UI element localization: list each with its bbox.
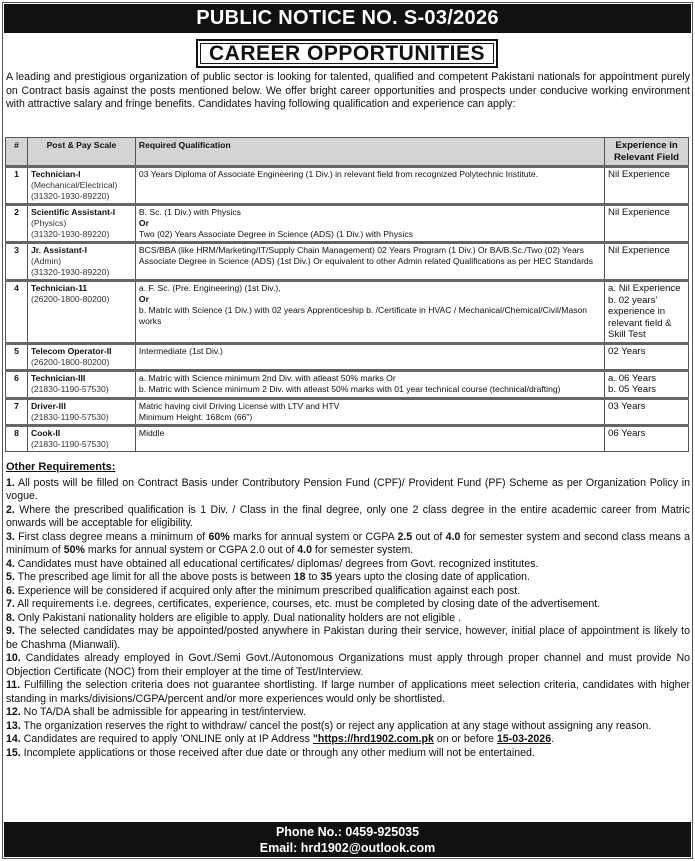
- page-title: CAREER OPPORTUNITIES: [196, 39, 498, 68]
- requirement-item: [6, 706, 690, 720]
- table-row: [6, 205, 689, 243]
- requirement-text: 18: [293, 571, 306, 583]
- qualification-line: b. Matric with Science (1 Div.) with 02 years Apprenticeship b. /Certificate in HVAC / Mechanical/Chemical/Civil/Mason works: [138, 305, 588, 326]
- row-number: 6: [6, 370, 28, 398]
- posts-table: [5, 137, 689, 452]
- qualification-line: b. Matric with Science minimum 2 Div. with atleast 50% marks with 01 year technical course (technical/drafting): [138, 383, 561, 394]
- qualification-cell: [135, 398, 604, 425]
- requirement-text: 8.: [6, 611, 15, 624]
- table-row: [6, 398, 689, 425]
- experience-line: a. 06 Years: [608, 372, 657, 384]
- experience-line: 02 Years: [608, 345, 646, 357]
- qualification-line: BCS/BBA (like HRM/Marketing/IT/Supply Chain Management) 02 Years Program (1 Div.) Or BA/B.Sc./Two (02) Years Associate Degree in Science (ADS) (1st Div.) Or equivalent to other Admin related Qualifications as per HEC Standards: [138, 245, 594, 266]
- requirement-text: marks for annual system or CGPA 2.0 out of: [84, 544, 298, 556]
- requirement-text: 3.: [6, 530, 15, 543]
- qualification-cell: [135, 343, 604, 370]
- requirement-text: All requirements i.e. degrees, certificates, experience, courses, etc. must be completed by closing date of the advertisement.: [14, 598, 601, 610]
- email-address[interactable]: Email: hrd1902@outlook.com: [259, 841, 436, 855]
- post-title: Scientific Assistant-I: [30, 207, 116, 217]
- requirement-text: Where the prescribed qualification is 1 Div. / Class in the final degree, only one 2 class degree in the entire academic career from Matric onwards will be acceptable for eligibility.: [6, 503, 690, 529]
- post-detail: (26200-1800-80200): [30, 356, 110, 367]
- requirement-text: 4.0: [445, 530, 461, 543]
- requirement-text: The prescribed age limit for all the above posts is between: [14, 571, 294, 583]
- qualification-line: a. F. Sc. (Pre. Engineering) (1st Div.),: [138, 283, 281, 293]
- qualification-line: Minimum Height: 168cm (66"): [138, 411, 253, 422]
- post-title: Driver-III: [30, 400, 66, 411]
- experience-line: a. Nil Experience: [608, 283, 681, 294]
- qualification-line: Matric having civil Driving License with LTV and HTV: [138, 400, 340, 411]
- phone-number: Phone No.: 0459-925035: [275, 825, 420, 839]
- experience-line: 06 Years: [608, 427, 646, 439]
- requirement-text: 2.: [6, 503, 15, 516]
- post-title: Jr. Assistant-I: [30, 245, 88, 255]
- table-row: [6, 425, 689, 451]
- post-detail: (21830-1190-57530): [30, 438, 109, 449]
- experience-cell: [605, 243, 689, 281]
- qualification-cell: [135, 281, 604, 344]
- post-title: Cook-II: [30, 427, 61, 438]
- requirement-item: [6, 612, 690, 626]
- requirement-item: [6, 585, 690, 599]
- post-detail: (21830-1190-57530): [30, 411, 109, 422]
- requirement-text: 4.: [6, 557, 15, 570]
- requirement-text: 6.: [6, 584, 15, 597]
- requirement-text: out of: [412, 530, 446, 543]
- post-title: Telecom Operator-II: [30, 345, 112, 356]
- requirement-text: to: [305, 571, 321, 583]
- row-number: 7: [6, 398, 28, 425]
- requirement-item: [6, 747, 690, 761]
- contact-footer: [4, 822, 691, 857]
- qualification-line: Or: [138, 218, 149, 228]
- requirement-text: Experience will be considered if acquired only after the minimum prescribed qualification against each post.: [14, 584, 521, 597]
- experience-cell: [605, 425, 689, 451]
- experience-line: Nil Experience: [608, 169, 670, 180]
- post-detail: (Admin): [30, 256, 62, 266]
- row-number: 1: [6, 167, 28, 205]
- experience-cell: [605, 370, 689, 398]
- row-number: 4: [6, 281, 28, 344]
- table-row: [6, 243, 689, 281]
- requirement-text: 50%: [63, 544, 85, 556]
- qualification-cell: [135, 205, 604, 243]
- post-detail: (31320-1930-89220): [30, 191, 110, 201]
- table-row: [6, 370, 689, 398]
- qualification-line: Middle: [138, 427, 165, 438]
- requirement-text: 1.: [6, 476, 15, 489]
- experience-line: b. 05 Years: [608, 384, 657, 395]
- requirement-text[interactable]: 15-03-2026: [496, 733, 552, 745]
- post-cell: [27, 398, 135, 425]
- requirement-text: for semester system and second class means a minimum of: [6, 530, 690, 556]
- post-cell: [27, 425, 135, 451]
- post-detail: (Physics): [30, 218, 67, 228]
- requirement-text: 4.0: [297, 544, 312, 556]
- experience-cell: [605, 343, 689, 370]
- post-title: Technician-11: [30, 283, 88, 293]
- table-row: [6, 343, 689, 370]
- qualification-line: Intermediate (1st Div.): [138, 345, 223, 356]
- requirement-item: [6, 531, 690, 558]
- requirement-item: [6, 625, 690, 652]
- requirement-item: [6, 733, 690, 747]
- experience-line: 03 Years: [608, 400, 646, 412]
- post-cell: [27, 281, 135, 344]
- requirement-item: [6, 477, 690, 504]
- post-cell: [27, 205, 135, 243]
- requirement-item: [6, 598, 690, 612]
- requirement-text: 60%: [208, 530, 230, 543]
- requirement-item: [6, 720, 690, 734]
- post-detail: (21830-1190-57530): [30, 383, 109, 394]
- row-number: 2: [6, 205, 28, 243]
- requirement-text: 11.: [6, 679, 21, 691]
- requirement-text: No TA/DA shall be admissible for appearing in test/interview.: [20, 706, 306, 718]
- post-title: Technician-III: [30, 372, 86, 383]
- requirement-text: The selected candidates may be appointed/posted anywhere in Pakistan during their service, however, initial place of appointment is likely to be Chashma (Mianwali).: [6, 625, 690, 651]
- requirement-text: on or before: [433, 733, 497, 745]
- experience-line: Nil Experience: [608, 207, 670, 218]
- post-cell: [27, 243, 135, 281]
- post-detail: (31320-1930-89220): [30, 229, 110, 239]
- requirement-text: First class degree means a minimum of: [14, 530, 209, 543]
- requirement-text: Incomplete applications or those received after due date or through any other medium will not be entertained.: [20, 746, 535, 759]
- qualification-cell: [135, 243, 604, 281]
- requirement-text: 7.: [6, 598, 15, 610]
- requirement-text: 10.: [6, 652, 21, 664]
- requirement-text: for semester system.: [311, 544, 414, 556]
- qualification-cell: [135, 425, 604, 451]
- post-cell: [27, 370, 135, 398]
- experience-line: b. 02 years' experience in relevant field & Skill Test: [608, 294, 672, 340]
- table-row: [6, 281, 689, 344]
- requirement-item: [6, 571, 690, 585]
- qualification-cell: [135, 370, 604, 398]
- requirement-text: .: [551, 733, 555, 745]
- requirement-text: 13.: [6, 719, 21, 732]
- requirement-text: Candidates must have obtained all educational certificates/ diplomas/ degrees from Govt. recognized institutes.: [14, 557, 539, 570]
- col-header-post: Post & Pay Scale: [27, 138, 135, 167]
- experience-cell: [605, 281, 689, 344]
- requirement-text: Only Pakistani nationality holders are eligible to apply. Dual nationality holders are not eligible .: [14, 611, 462, 624]
- requirement-text: 14.: [6, 733, 21, 745]
- post-detail: (31320-1930-89220): [30, 267, 110, 277]
- requirement-text: 9.: [6, 625, 15, 637]
- experience-cell: [605, 205, 689, 243]
- table-row: [6, 167, 689, 205]
- requirement-text: Fulfilling the selection criteria does not guarantee shortlisting. If large number of applications meet selection criteria, candidates with higher standing in marks/divisions/CGPA/percent and/or more experiences would only be shortlisted.: [6, 679, 690, 705]
- requirement-text: 15.: [6, 746, 21, 759]
- post-cell: [27, 343, 135, 370]
- requirement-text: Candidates are required to apply 'ONLINE only at IP Address: [20, 733, 313, 745]
- notice-number: PUBLIC NOTICE NO. S-03/2026: [4, 4, 691, 33]
- post-detail: (Mechanical/Electrical): [30, 180, 118, 190]
- col-header-number: #: [6, 138, 28, 167]
- requirement-text: 12.: [6, 706, 21, 718]
- requirement-text: 2.5: [397, 530, 413, 543]
- requirement-item: [6, 558, 690, 572]
- requirement-item: [6, 679, 690, 706]
- other-requirements-title: Other Requirements:: [6, 461, 116, 473]
- qualification-cell: [135, 167, 604, 205]
- col-header-qualification: Required Qualification: [135, 138, 604, 167]
- col-header-experience: Experience in Relevant Field: [605, 138, 689, 167]
- requirement-item: [6, 504, 690, 531]
- requirement-text: marks for annual system or CGPA: [229, 530, 398, 543]
- requirement-item: [6, 652, 690, 679]
- qualification-line: 03 Years Diploma of Associate Engineering (1 Div.) in relevant field from recognized Polytechnic Institute.: [138, 169, 539, 179]
- post-cell: [27, 167, 135, 205]
- row-number: 5: [6, 343, 28, 370]
- other-requirements: [6, 461, 690, 760]
- experience-cell: [605, 167, 689, 205]
- requirement-text: All posts will be filled on Contract Basis under Contributory Pension Fund (CPF)/ Provident Fund (PF) Scheme as per Organization Policy in vogue.: [6, 476, 690, 502]
- requirement-text: Candidates already employed in Govt./Semi Govt./Autonomous Organizations must apply through proper channel and must provide No Objection Certificate (NOC) from their employer at the time of Test/Interview.: [6, 652, 690, 678]
- requirement-text: The organization reserves the right to withdraw/ cancel the post(s) or reject any application at any stage without assigning any reason.: [20, 719, 652, 732]
- intro-paragraph: A leading and prestigious organization of public sector is looking for talented, qualified and competent Pakistani nationals for appointment purely on Contract basis against the posts mentioned below. We offer bright career opportunities and prospects under conducive working environment with attractive salary and fringe benefits. Candidates having following qualification and experience can apply:: [6, 71, 690, 110]
- requirement-text[interactable]: "https://hrd1902.com.pk: [312, 733, 434, 745]
- requirement-text: years upto the closing date of application.: [332, 571, 530, 583]
- requirement-text: 35: [320, 571, 333, 583]
- requirement-text: 5.: [6, 571, 15, 583]
- experience-line: Nil Experience: [608, 245, 670, 256]
- qualification-line: B. Sc. (1 Div.) with Physics: [138, 207, 241, 217]
- qualification-line: a. Matric with Science minimum 2nd Div. with atleast 50% marks Or: [138, 372, 396, 383]
- post-detail: (26200-1800-80200): [30, 294, 110, 304]
- experience-cell: [605, 398, 689, 425]
- qualification-line: Or: [138, 294, 149, 304]
- qualification-line: Two (02) Years Associate Degree in Science (ADS) (1 Div.) with Physics: [138, 229, 413, 239]
- post-title: Technician-I: [30, 169, 81, 179]
- row-number: 8: [6, 425, 28, 451]
- row-number: 3: [6, 243, 28, 281]
